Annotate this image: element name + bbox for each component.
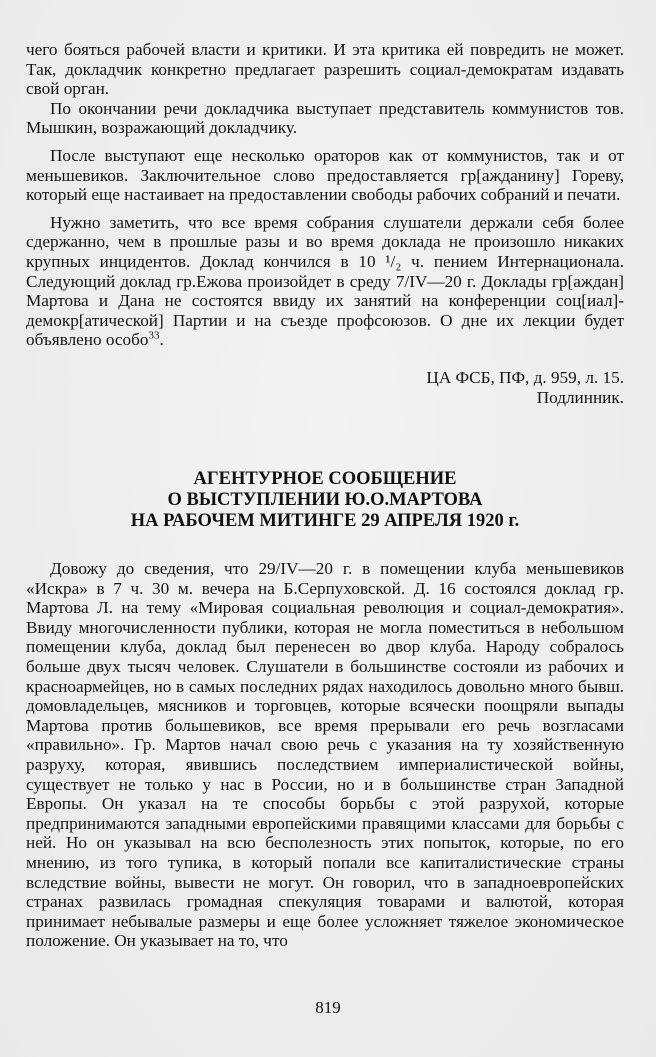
paragraph-continuation: чего бояться рабочей власти и критики. И эта критика ей повредить не может. Так, докладчик конкретно предлагает разрешить социал-демократам издавать свой орган. (26, 40, 624, 99)
top-section (26, 40, 624, 407)
paragraph-end-period: . (159, 330, 164, 350)
citation-gap (26, 350, 624, 368)
heading-line-1: АГЕНТУРНОЕ СООБЩЕНИЕ (193, 469, 457, 489)
paragraph-speakers: После выступают еще несколько ораторов как от коммунистов, так и от меньшевиков. Заключительное слово предоставляется гр[ажданину] Гореву, который еще настаивает на предоставлении свободы рабочих собраний и печати. (26, 145, 624, 205)
footnote-ref: 33 (148, 329, 160, 342)
authenticity-note: Подлинник. (536, 387, 624, 407)
heading-line-3: НА РАБОЧЕМ МИТИНГЕ 29 АПРЕЛЯ 1920 г. (130, 511, 520, 531)
heading-line-2: О ВЫСТУПЛЕНИИ Ю.О.МАРТОВА (167, 490, 483, 510)
paragraph-gap (26, 138, 624, 146)
page-number: 819 (315, 998, 341, 1017)
paragraph-meeting-notes-text: Нужно заметить, что все время собрания слушатели держали себя более сдержанно, чем в прошлые разы и во время доклада не произошло никаких крупных инцидентов. Доклад кончился в 10 ¹/₂ ч. пением Интернационала. Следующий доклад гр.Ежова произойдет в среду 7/IV—20 г. Доклады гр[аждан] Мартова и Дана не состоятся ввиду их занятий на конференции соц[иал]-демокр[атической] Партии и на съезде профсоюзов. О дне их лекции будет объявлено особо (26, 212, 624, 350)
report-section (26, 559, 624, 951)
document-heading (26, 469, 624, 532)
report-body: Довожу до сведения, что 29/IV—20 г. в помещении клуба меньшевиков «Искра» в 7 ч. 30 м. вечера на Б.Серпуховской. Д. 16 состоялся доклад гр. Мартова Л. на тему «Мировая социальная революция и социал-демократия». Ввиду многочисленности публики, которая не могла поместиться в небольшом помещении клуба, доклад был перенесен во двор клуба. Народу собралось больше двух тысяч человек. Слушатели в большинстве состояли из рабочих и красноармейцев, но в самых последних рядах находилось довольно много бывш. домовладельцев, мясников и торговцев, которые всячески поощряли выпады Мартова против большевиков, все время прерывали его речь возгласами «правильно». Гр. Мартов начал свою речь с указания на ту хозяйственную разруху, которая, явившись последствием империалистической войны, существует не только у нас в России, но и в большинстве стран Западной Европы. Он указал на те способы борьбы с этой разрухой, которые предпринимаются западными европейскими правящими классами для борьбы с ней. Но он указывал на всю бесполезность этих попыток, которые, по его мнению, из того тупика, в который попали все капиталистические страны вследствие войны, вывести не могут. Он говорил, что в западноевропейских странах развилась громадная спекуляция товарами и валютой, которая принимает небывалые размеры и еще более усложняет тяжелое экономическое положение. Он указывает на то, что (26, 559, 624, 951)
paragraph-gap (26, 205, 624, 213)
paragraph-myshkin: По окончании речи докладчика выступает представитель коммунистов тов. Мышкин, возражающий докладчику. (26, 98, 624, 138)
archive-citation: ЦА ФСБ, ПФ, д. 959, л. 15. (426, 367, 624, 387)
paragraph-meeting-notes (26, 213, 624, 350)
